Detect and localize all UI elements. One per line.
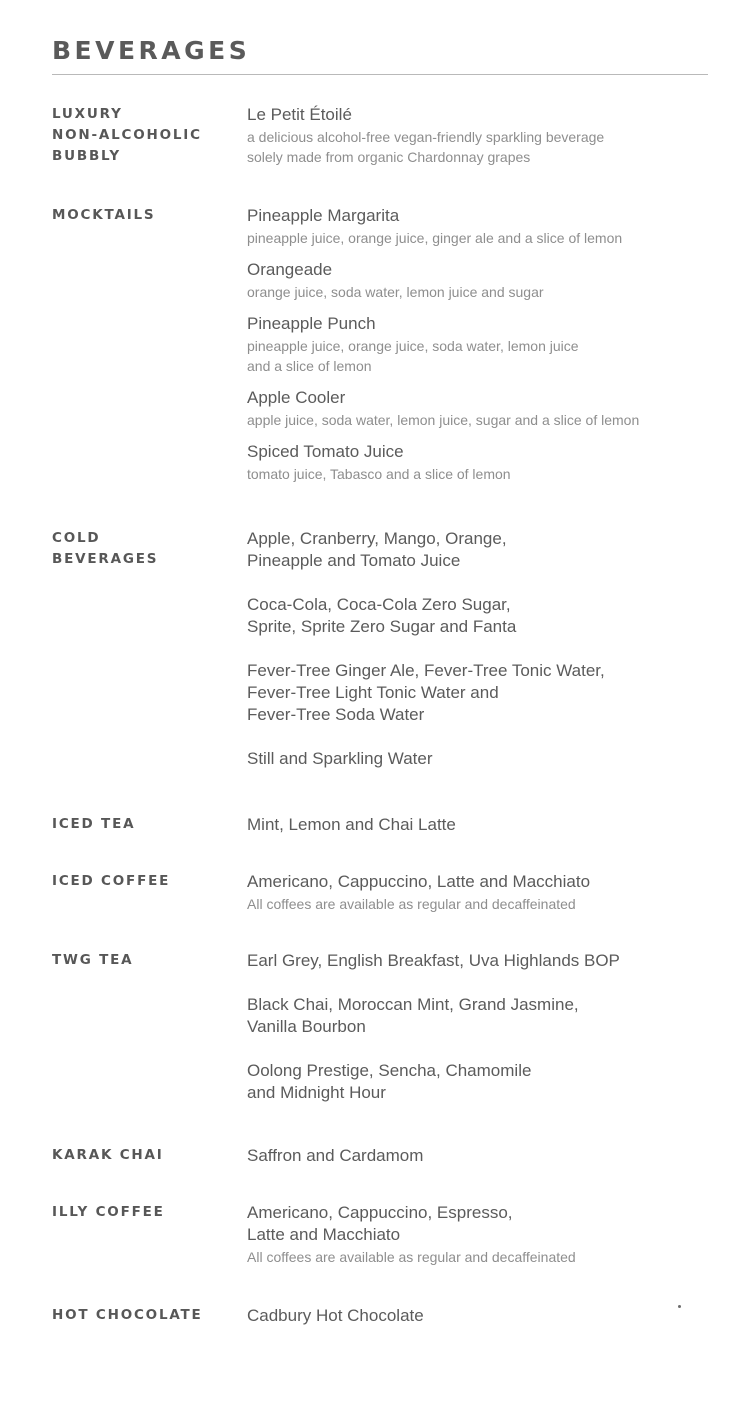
item-name: Still and Sparkling Water [247,749,433,768]
item-description: pineapple juice, orange juice, ginger ale and a slice of lemon [247,230,623,246]
page-title: BEVERAGES [52,36,251,65]
menu-item [247,1202,727,1267]
menu-item [247,528,727,572]
item-name: Americano, Cappuccino, Espresso, Latte and Macchiato [247,1203,513,1244]
item-name: Spiced Tomato Juice [247,442,404,461]
item-name: Le Petit Étoilé [247,105,352,124]
item-name: Mint, Lemon and Chai Latte [247,815,456,834]
item-description: a delicious alcohol-free vegan-friendly sparkling beverage solely made from organic Chardonnay grapes [247,129,605,165]
menu-item [247,1060,727,1104]
menu-item [247,104,727,167]
category-label: HOT CHOCOLATE [52,1307,203,1323]
menu-item [247,313,727,376]
item-name: Coca-Cola, Coca-Cola Zero Sugar, Sprite, Sprite Zero Sugar and Fanta [247,595,517,636]
item-name: Saffron and Cardamom [247,1146,424,1165]
item-description: tomato juice, Tabasco and a slice of lemon [247,466,511,482]
item-description: All coffees are available as regular and decaffeinated [247,896,576,912]
title-divider [52,74,708,75]
category-label: KARAK CHAI [52,1147,164,1163]
category-label: MOCKTAILS [52,207,156,223]
category-label: ICED COFFEE [52,873,171,889]
menu-item [247,871,727,914]
category-label: ILLY COFFEE [52,1204,165,1220]
item-name: Earl Grey, English Breakfast, Uva Highlands BOP [247,951,620,970]
category-label: LUXURY NON-ALCOHOLIC BUBBLY [52,106,202,164]
item-description: orange juice, soda water, lemon juice and sugar [247,284,544,300]
menu-item [247,814,727,836]
menu-item [247,594,727,638]
category-label: ICED TEA [52,816,136,832]
scan-speck [678,1305,681,1308]
item-description: All coffees are available as regular and decaffeinated [247,1249,576,1265]
menu-item [247,748,727,770]
item-name: Oolong Prestige, Sencha, Chamomile and Midnight Hour [247,1061,532,1102]
menu-item [247,387,727,430]
menu-item [247,994,727,1038]
menu-item [247,1305,727,1327]
item-description: pineapple juice, orange juice, soda water, lemon juice and a slice of lemon [247,338,579,374]
menu-item [247,205,727,248]
item-description: apple juice, soda water, lemon juice, sugar and a slice of lemon [247,412,640,428]
item-name: Pineapple Punch [247,314,376,333]
item-name: Apple, Cranberry, Mango, Orange, Pineapple and Tomato Juice [247,529,507,570]
item-name: Pineapple Margarita [247,206,400,225]
item-name: Apple Cooler [247,388,346,407]
item-name: Americano, Cappuccino, Latte and Macchiato [247,872,591,891]
category-label: COLD BEVERAGES [52,530,159,567]
category-label: TWG TEA [52,952,134,968]
item-name: Fever-Tree Ginger Ale, Fever-Tree Tonic Water, Fever-Tree Light Tonic Water and Fever-Tree Soda Water [247,661,605,724]
menu-item [247,950,727,972]
item-name: Orangeade [247,260,333,279]
menu-item [247,259,727,302]
menu-item [247,1145,727,1167]
menu-item [247,441,727,484]
item-name: Black Chai, Moroccan Mint, Grand Jasmine, Vanilla Bourbon [247,995,579,1036]
menu-item [247,660,727,726]
item-name: Cadbury Hot Chocolate [247,1306,424,1325]
